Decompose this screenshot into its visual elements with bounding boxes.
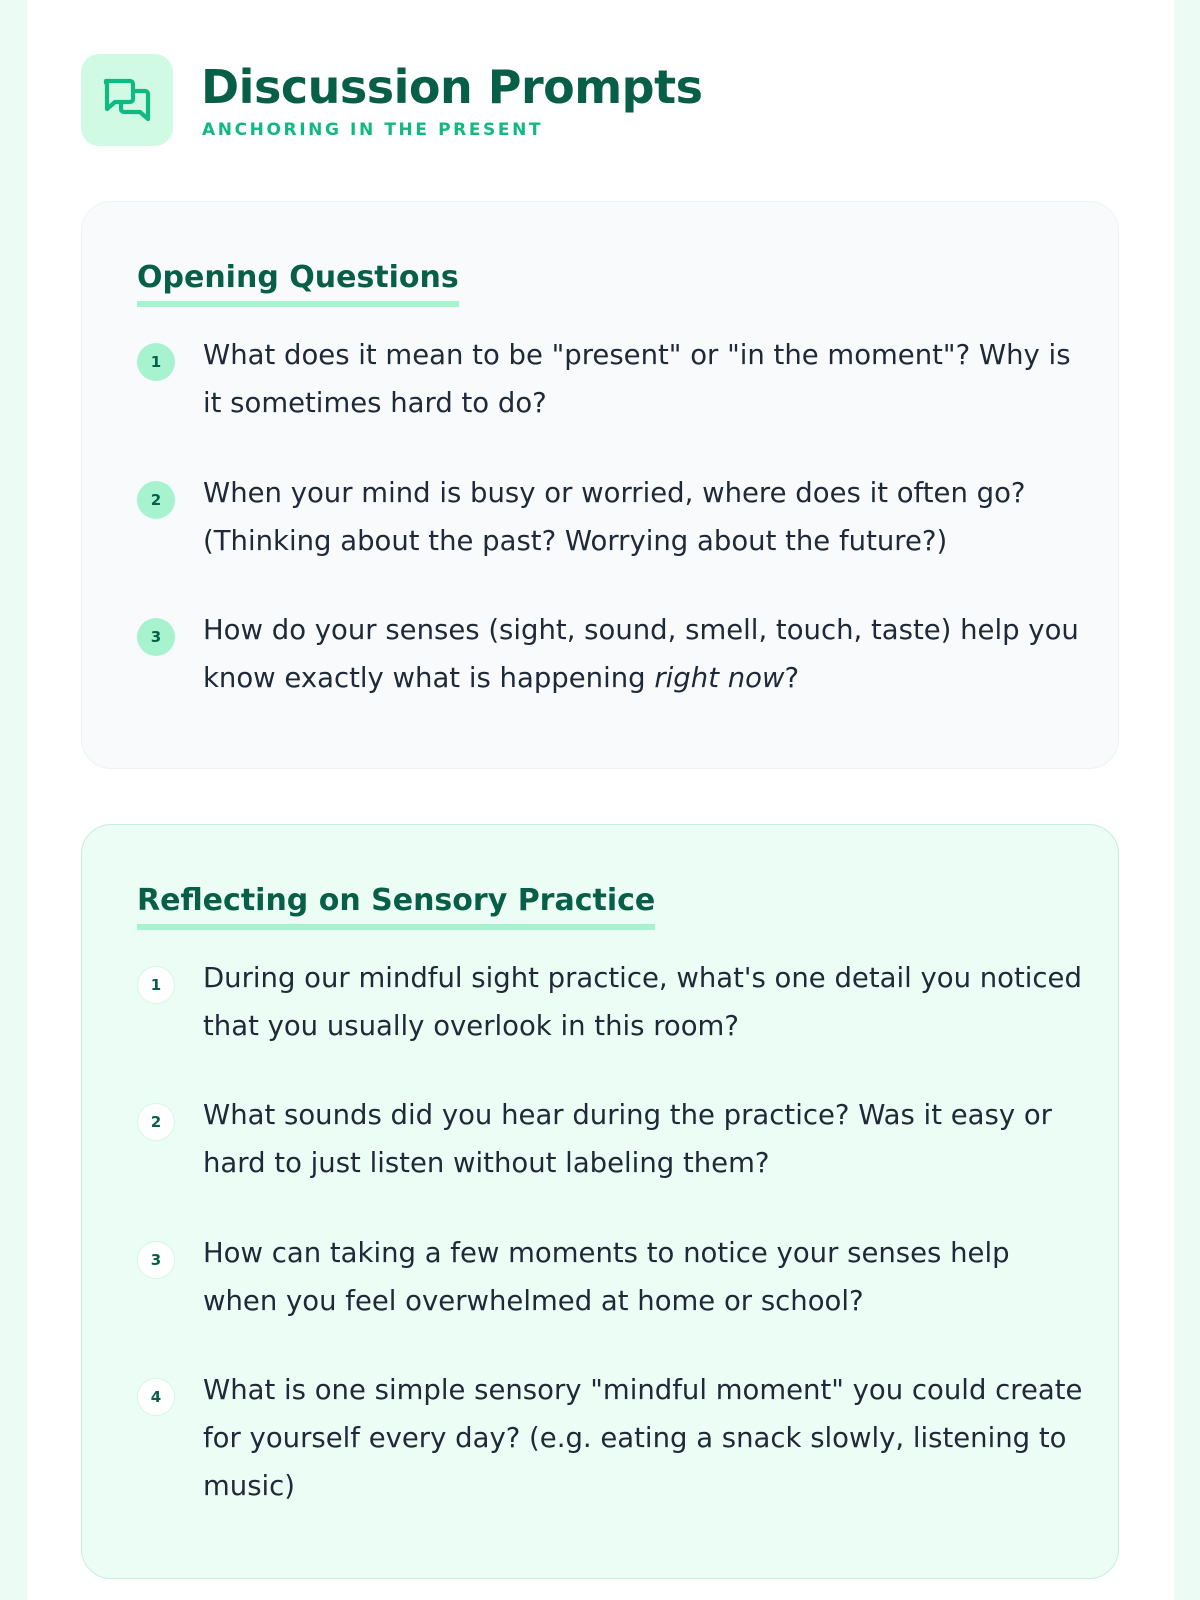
section-title: Opening Questions xyxy=(137,255,459,307)
page-title: Discussion Prompts xyxy=(201,60,703,114)
chat-bubbles-icon xyxy=(81,54,173,146)
prompt-text: When your mind is busy or worried, where does it often go? (Thinking about the past? Worrying about the future?) xyxy=(203,477,1026,557)
prompt-text: During our mindful sight practice, what's one detail you noticed that you usually overlook in this room? xyxy=(203,962,1082,1042)
prompt-number-badge: 2 xyxy=(137,481,175,519)
prompt-number-badge: 3 xyxy=(137,1241,175,1279)
prompt-text: What sounds did you hear during the practice? Was it easy or hard to just listen without labeling them? xyxy=(203,1099,1052,1179)
prompt-text xyxy=(203,606,1083,702)
prompt-text: How can taking a few moments to notice your senses help when you feel overwhelmed at home or school? xyxy=(203,1237,1010,1317)
page-subtitle: ANCHORING IN THE PRESENT xyxy=(202,120,544,140)
header xyxy=(81,54,981,146)
prompt-number-badge: 1 xyxy=(137,343,175,381)
prompt-number-badge: 3 xyxy=(137,618,175,656)
prompt-number-badge: 4 xyxy=(137,1378,175,1416)
prompt-text-part: ? xyxy=(784,662,800,694)
prompt-text-emphasis: right now xyxy=(654,662,785,694)
prompt-number-badge: 1 xyxy=(137,966,175,1004)
section-title: Reflecting on Sensory Practice xyxy=(137,878,655,930)
prompt-text: What does it mean to be "present" or "in the moment"? Why is it sometimes hard to do? xyxy=(203,339,1071,419)
prompt-text-part: How do your senses (sight, sound, smell, touch, taste) help you know exactly what is happening xyxy=(203,614,1079,694)
prompt-number-badge: 2 xyxy=(137,1103,175,1141)
page xyxy=(27,0,1174,1600)
prompt-text: What is one simple sensory "mindful moment" you could create for yourself every day? (e.g. eating a snack slowly, listening to music) xyxy=(203,1374,1083,1502)
opening-questions-card xyxy=(81,201,1119,769)
sensory-practice-card xyxy=(81,824,1119,1579)
